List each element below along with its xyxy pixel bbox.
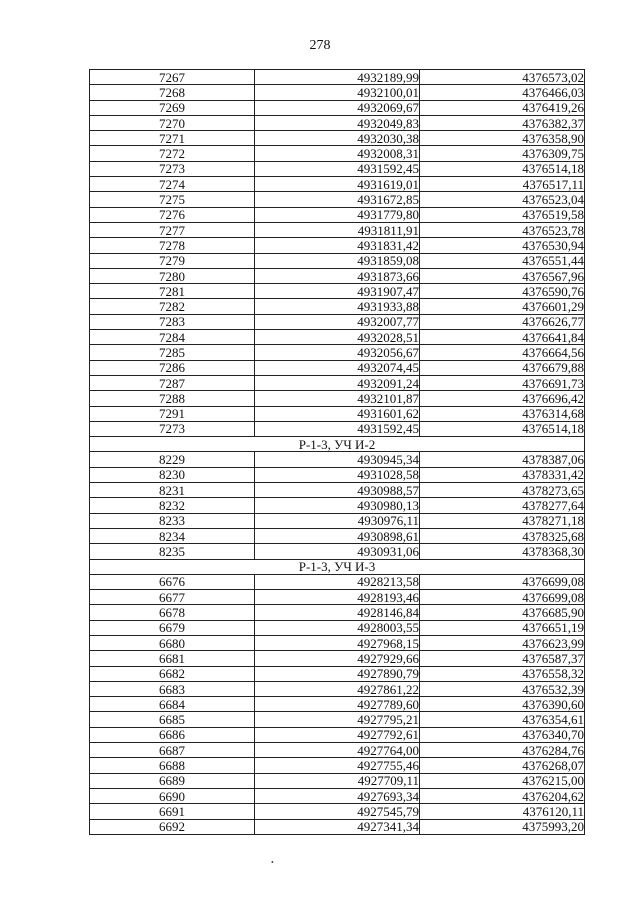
- x-coordinate-cell: 4931592,45: [255, 421, 420, 436]
- table-row: [90, 773, 585, 788]
- point-number-cell: 7277: [90, 222, 255, 237]
- point-number-cell: 7284: [90, 330, 255, 345]
- x-coordinate-cell: 4931907,47: [255, 284, 420, 299]
- point-number-cell: 6684: [90, 697, 255, 712]
- table-row: [90, 284, 585, 299]
- table-row: [90, 85, 585, 100]
- x-coordinate-cell: 4927341,34: [255, 819, 420, 834]
- point-number-cell: 7280: [90, 268, 255, 283]
- table-row: [90, 697, 585, 712]
- point-number-cell: 7273: [90, 421, 255, 436]
- y-coordinate-cell: 4376696,42: [420, 391, 585, 406]
- y-coordinate-cell: 4378368,30: [420, 544, 585, 559]
- table-row: [90, 544, 585, 559]
- point-number-cell: 6683: [90, 681, 255, 696]
- x-coordinate-cell: 4932028,51: [255, 330, 420, 345]
- table-row: [90, 360, 585, 375]
- x-coordinate-cell: 4930976,11: [255, 513, 420, 528]
- table-row: [90, 177, 585, 192]
- table-row: [90, 819, 585, 834]
- table-row: [90, 743, 585, 758]
- point-number-cell: 6692: [90, 819, 255, 834]
- x-coordinate-cell: 4931592,45: [255, 161, 420, 176]
- y-coordinate-cell: 4378387,06: [420, 452, 585, 467]
- point-number-cell: 6681: [90, 651, 255, 666]
- point-number-cell: 6676: [90, 574, 255, 589]
- y-coordinate-cell: 4376514,18: [420, 421, 585, 436]
- table-row: [90, 375, 585, 390]
- table-row: [90, 590, 585, 605]
- x-coordinate-cell: 4931831,42: [255, 238, 420, 253]
- y-coordinate-cell: 4376523,78: [420, 222, 585, 237]
- point-number-cell: 7275: [90, 192, 255, 207]
- point-number-cell: 6682: [90, 666, 255, 681]
- point-number-cell: 7281: [90, 284, 255, 299]
- x-coordinate-cell: 4927861,22: [255, 681, 420, 696]
- x-coordinate-cell: 4931873,66: [255, 268, 420, 283]
- y-coordinate-cell: 4376626,77: [420, 314, 585, 329]
- table-row: [90, 70, 585, 85]
- x-coordinate-cell: 4928213,58: [255, 574, 420, 589]
- table-row: [90, 758, 585, 773]
- x-coordinate-cell: 4930898,61: [255, 528, 420, 543]
- point-number-cell: 8230: [90, 467, 255, 482]
- x-coordinate-cell: 4931933,88: [255, 299, 420, 314]
- x-coordinate-cell: 4927890,79: [255, 666, 420, 681]
- table-row: [90, 804, 585, 819]
- point-number-cell: 6687: [90, 743, 255, 758]
- point-number-cell: 6686: [90, 727, 255, 742]
- table-row: [90, 253, 585, 268]
- x-coordinate-cell: 4927693,34: [255, 788, 420, 803]
- y-coordinate-cell: 4376517,11: [420, 177, 585, 192]
- point-number-cell: 7285: [90, 345, 255, 360]
- x-coordinate-cell: 4931811,91: [255, 222, 420, 237]
- point-number-cell: 8233: [90, 513, 255, 528]
- table-row: [90, 391, 585, 406]
- y-coordinate-cell: 4376641,84: [420, 330, 585, 345]
- point-number-cell: 6691: [90, 804, 255, 819]
- table-row: [90, 712, 585, 727]
- point-number-cell: 7273: [90, 161, 255, 176]
- y-coordinate-cell: 4376699,08: [420, 574, 585, 589]
- y-coordinate-cell: 4376679,88: [420, 360, 585, 375]
- scan-speck: •: [271, 858, 274, 867]
- x-coordinate-cell: 4931859,08: [255, 253, 420, 268]
- x-coordinate-cell: 4932091,24: [255, 375, 420, 390]
- y-coordinate-cell: 4376519,58: [420, 207, 585, 222]
- table-row: [90, 100, 585, 115]
- point-number-cell: 6690: [90, 788, 255, 803]
- y-coordinate-cell: 4378273,65: [420, 483, 585, 498]
- point-number-cell: 7283: [90, 314, 255, 329]
- point-number-cell: 6688: [90, 758, 255, 773]
- y-coordinate-cell: 4376309,75: [420, 146, 585, 161]
- y-coordinate-cell: 4376664,56: [420, 345, 585, 360]
- y-coordinate-cell: 4376390,60: [420, 697, 585, 712]
- x-coordinate-cell: 4927545,79: [255, 804, 420, 819]
- y-coordinate-cell: 4376354,61: [420, 712, 585, 727]
- table-row: [90, 528, 585, 543]
- x-coordinate-cell: 4930988,57: [255, 483, 420, 498]
- x-coordinate-cell: 4927968,15: [255, 635, 420, 650]
- y-coordinate-cell: 4376587,37: [420, 651, 585, 666]
- table-row: [90, 620, 585, 635]
- table-row: [90, 146, 585, 161]
- x-coordinate-cell: 4928193,46: [255, 590, 420, 605]
- table-row: [90, 651, 585, 666]
- y-coordinate-cell: 4376204,62: [420, 788, 585, 803]
- table-row: [90, 207, 585, 222]
- y-coordinate-cell: 4376532,39: [420, 681, 585, 696]
- point-number-cell: 8229: [90, 452, 255, 467]
- x-coordinate-cell: 4928146,84: [255, 605, 420, 620]
- x-coordinate-cell: 4932030,38: [255, 131, 420, 146]
- table-row: [90, 483, 585, 498]
- y-coordinate-cell: 4376215,00: [420, 773, 585, 788]
- point-number-cell: 8232: [90, 498, 255, 513]
- point-number-cell: 7287: [90, 375, 255, 390]
- x-coordinate-cell: 4931779,80: [255, 207, 420, 222]
- table-row: [90, 574, 585, 589]
- table-row: [90, 330, 585, 345]
- point-number-cell: 7267: [90, 70, 255, 85]
- y-coordinate-cell: 4376699,08: [420, 590, 585, 605]
- x-coordinate-cell: 4932049,83: [255, 115, 420, 130]
- section-header-row: [90, 559, 585, 574]
- y-coordinate-cell: 4376685,90: [420, 605, 585, 620]
- y-coordinate-cell: 4378277,64: [420, 498, 585, 513]
- x-coordinate-cell: 4927792,61: [255, 727, 420, 742]
- table-row: [90, 299, 585, 314]
- point-number-cell: 8234: [90, 528, 255, 543]
- table-row: [90, 192, 585, 207]
- x-coordinate-cell: 4932189,99: [255, 70, 420, 85]
- table-row: [90, 268, 585, 283]
- section-header-row: [90, 437, 585, 452]
- y-coordinate-cell: 4376419,26: [420, 100, 585, 115]
- y-coordinate-cell: 4376358,90: [420, 131, 585, 146]
- y-coordinate-cell: 4376558,32: [420, 666, 585, 681]
- point-number-cell: 7270: [90, 115, 255, 130]
- table-row: [90, 605, 585, 620]
- table-row: [90, 345, 585, 360]
- x-coordinate-cell: 4930945,34: [255, 452, 420, 467]
- x-coordinate-cell: 4927929,66: [255, 651, 420, 666]
- point-number-cell: 7286: [90, 360, 255, 375]
- table-row: [90, 131, 585, 146]
- table-row: [90, 727, 585, 742]
- y-coordinate-cell: 4376120,11: [420, 804, 585, 819]
- y-coordinate-cell: 4376590,76: [420, 284, 585, 299]
- table-row: [90, 222, 585, 237]
- y-coordinate-cell: 4375993,20: [420, 819, 585, 834]
- y-coordinate-cell: 4378271,18: [420, 513, 585, 528]
- point-number-cell: 7274: [90, 177, 255, 192]
- point-number-cell: 7268: [90, 85, 255, 100]
- point-number-cell: 7282: [90, 299, 255, 314]
- y-coordinate-cell: 4376314,68: [420, 406, 585, 421]
- table-row: [90, 513, 585, 528]
- point-number-cell: 7279: [90, 253, 255, 268]
- x-coordinate-cell: 4927709,11: [255, 773, 420, 788]
- y-coordinate-cell: 4376651,19: [420, 620, 585, 635]
- coordinates-table: [89, 69, 585, 835]
- point-number-cell: 7271: [90, 131, 255, 146]
- x-coordinate-cell: 4932056,67: [255, 345, 420, 360]
- y-coordinate-cell: 4376573,02: [420, 70, 585, 85]
- x-coordinate-cell: 4928003,55: [255, 620, 420, 635]
- table-row: [90, 666, 585, 681]
- point-number-cell: 6685: [90, 712, 255, 727]
- x-coordinate-cell: 4931601,62: [255, 406, 420, 421]
- point-number-cell: 7269: [90, 100, 255, 115]
- point-number-cell: 6679: [90, 620, 255, 635]
- point-number-cell: 6677: [90, 590, 255, 605]
- y-coordinate-cell: 4376567,96: [420, 268, 585, 283]
- table-row: [90, 498, 585, 513]
- x-coordinate-cell: 4931028,58: [255, 467, 420, 482]
- table-row: [90, 452, 585, 467]
- table-row: [90, 238, 585, 253]
- y-coordinate-cell: 4376382,37: [420, 115, 585, 130]
- x-coordinate-cell: 4927795,21: [255, 712, 420, 727]
- table-row: [90, 406, 585, 421]
- table-row: [90, 467, 585, 482]
- x-coordinate-cell: 4930980,13: [255, 498, 420, 513]
- y-coordinate-cell: 4376284,76: [420, 743, 585, 758]
- x-coordinate-cell: 4930931,06: [255, 544, 420, 559]
- y-coordinate-cell: 4376551,44: [420, 253, 585, 268]
- point-number-cell: 7288: [90, 391, 255, 406]
- y-coordinate-cell: 4376523,04: [420, 192, 585, 207]
- section-label: Р-1-3, УЧ И-2: [90, 437, 585, 452]
- point-number-cell: 6689: [90, 773, 255, 788]
- table-row: [90, 314, 585, 329]
- y-coordinate-cell: 4376623,99: [420, 635, 585, 650]
- x-coordinate-cell: 4927764,00: [255, 743, 420, 758]
- x-coordinate-cell: 4932069,67: [255, 100, 420, 115]
- y-coordinate-cell: 4378331,42: [420, 467, 585, 482]
- point-number-cell: 6680: [90, 635, 255, 650]
- table-row: [90, 115, 585, 130]
- table-row: [90, 788, 585, 803]
- point-number-cell: 7278: [90, 238, 255, 253]
- y-coordinate-cell: 4376691,73: [420, 375, 585, 390]
- table-row: [90, 635, 585, 650]
- point-number-cell: 7291: [90, 406, 255, 421]
- x-coordinate-cell: 4932007,77: [255, 314, 420, 329]
- table-row: [90, 421, 585, 436]
- point-number-cell: 7276: [90, 207, 255, 222]
- y-coordinate-cell: 4378325,68: [420, 528, 585, 543]
- y-coordinate-cell: 4376601,29: [420, 299, 585, 314]
- x-coordinate-cell: 4932074,45: [255, 360, 420, 375]
- section-label: Р-1-3, УЧ И-3: [90, 559, 585, 574]
- point-number-cell: 8235: [90, 544, 255, 559]
- y-coordinate-cell: 4376268,07: [420, 758, 585, 773]
- y-coordinate-cell: 4376514,18: [420, 161, 585, 176]
- point-number-cell: 6678: [90, 605, 255, 620]
- x-coordinate-cell: 4932101,87: [255, 391, 420, 406]
- point-number-cell: 7272: [90, 146, 255, 161]
- x-coordinate-cell: 4927789,60: [255, 697, 420, 712]
- x-coordinate-cell: 4927755,46: [255, 758, 420, 773]
- x-coordinate-cell: 4932100,01: [255, 85, 420, 100]
- y-coordinate-cell: 4376530,94: [420, 238, 585, 253]
- y-coordinate-cell: 4376466,03: [420, 85, 585, 100]
- page-number: 278: [309, 38, 331, 53]
- y-coordinate-cell: 4376340,70: [420, 727, 585, 742]
- x-coordinate-cell: 4931619,01: [255, 177, 420, 192]
- point-number-cell: 8231: [90, 483, 255, 498]
- x-coordinate-cell: 4932008,31: [255, 146, 420, 161]
- table-row: [90, 161, 585, 176]
- coordinates-table-body: [90, 70, 585, 835]
- x-coordinate-cell: 4931672,85: [255, 192, 420, 207]
- table-row: [90, 681, 585, 696]
